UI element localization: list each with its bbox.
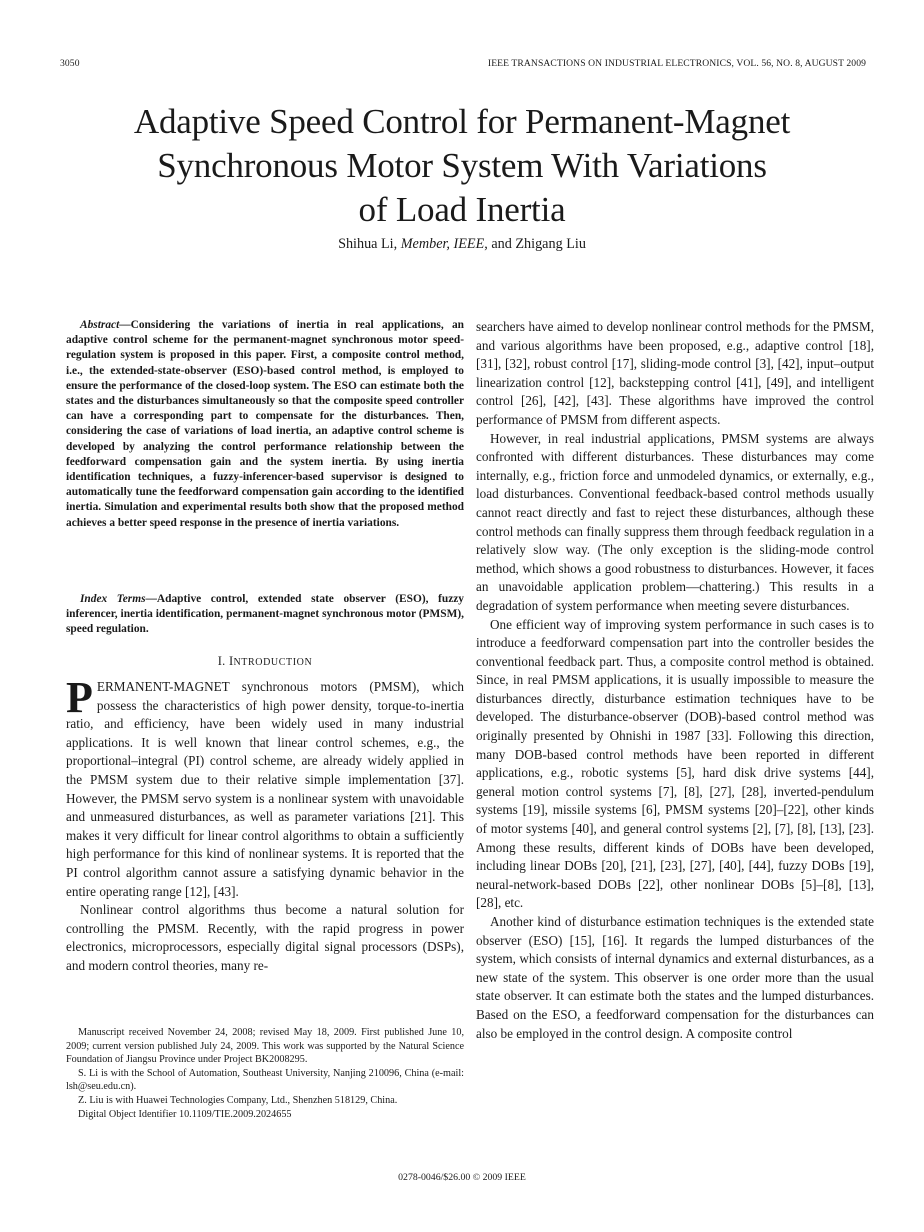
drop-cap: P <box>66 673 93 722</box>
author-list <box>0 236 924 253</box>
journal-citation: IEEE TRANSACTIONS ON INDUSTRIAL ELECTRONICS, VOL. 56, NO. 8, AUGUST 2009 <box>487 58 866 69</box>
running-header <box>60 58 866 72</box>
index-terms-label: Index Terms <box>80 593 146 605</box>
index-terms <box>66 592 464 638</box>
index-terms-text: —Adaptive control, extended state observer (ESO), fuzzy inferencer, inertia identification, permanent-magnet synchronous motor (PMSM), speed regulation. <box>66 593 464 636</box>
paragraph: Nonlinear control algorithms thus become a natural solution for controlling the PMSM. Recently, with the rapid progress in power electronics, microprocessors, especially digital signal processors (DSPs), and modern control theories, many re- <box>66 902 464 973</box>
section-heading-introduction: I. INTRODUCTION <box>217 654 313 668</box>
paragraph: searchers have aimed to develop nonlinear control methods for the PMSM, and various algorithms have been proposed, e.g., adaptive control [18], [31], [32], robust control [17], sliding-mode control [3], [42], input–output linearization control [12], backstepping control [41], [49], and intelligent control [26], [42], [43]. These algorithms have improved the control performance of PMSM from different aspects. <box>476 319 874 427</box>
author-name: , and Zhigang Liu <box>484 236 586 252</box>
title-line: Synchronous Motor System With Variations <box>157 146 767 185</box>
abstract-text: —Considering the variations of inertia in real applications, an adaptive control scheme for the permanent-magnet synchronous motor speed-regulation system is proposed in this paper. First, a composite control method, i.e., the extended-state-observer (ESO)-based control method, is employed to ensure the performance of the closed-loop system. The ESO can estimate both the states and the disturbances simultaneously so that the composite speed controller can have a corresponding part to compensate for the disturbances. Then, considering the case of variations of load inertia, an adaptive control scheme is developed by analyzing the control performance relationship between the feedforward compensation gain and the system inertia. By using inertia identification techniques, a fuzzy-inferencer-based supervisor is designed to automatically tune the feedforward compensation gain according to the identified inertia. Simulation and experimental results both show that the proposed method achieves a better speed response in the presence of inertia variations. <box>66 319 464 529</box>
paragraph: Another kind of disturbance estimation techniques is the extended state observer (ESO) [15], [16]. It regards the lumped disturbances of the system, which consists of internal dynamics and external disturbances, as a new state of the system. This observer is one order more than the usual state observer. It can estimate both the states and the lumped disturbances. Based on the ESO, a feedforward compensation for the disturbances can also be employed in the control design. A composite control <box>476 914 874 1041</box>
abstract <box>66 318 464 531</box>
author-affiliation: Member, IEEE <box>400 236 485 252</box>
right-column-body <box>476 318 874 1043</box>
introduction-body <box>66 673 464 976</box>
footnote-manuscript: Manuscript received November 24, 2008; revised May 18, 2009. First published June 10, 2009; current version published July 24, 2009. This work was supported by the Natural Science Foundation of Jiangsu Province under Project BK2008295. <box>66 1027 464 1066</box>
paper-title <box>0 100 924 232</box>
footnote-author-li: S. Li is with the School of Automation, Southeast University, Nanjing 210096, China (e-mail: lsh@seu.edu.cn). <box>66 1067 464 1093</box>
paragraph: However, in real industrial applications, PMSM systems are always confronted with different disturbances. These disturbances may come internally, e.g., friction force and unmodeled dynamics, or externally, e.g., load disturbances. Conventional feedback-based control methods usually cannot react directly and fast to reject these disturbances, although these control methods can finally suppress them through feedback regulation in a relatively slow way. (The only exception is the sliding-mode control method, which shows a good robustness to disturbances. However, it faces an unavoidable application problem—chattering.) This results in a degradation of system performance when meeting severe disturbances. <box>476 430 874 613</box>
footnote-author-liu: Z. Liu is with Huawei Technologies Company, Ltd., Shenzhen 518129, China. <box>78 1094 398 1106</box>
title-line: Adaptive Speed Control for Permanent-Magnet <box>133 102 791 141</box>
page-number: 3050 <box>60 58 80 69</box>
footnotes <box>66 1026 464 1121</box>
abstract-label: Abstract <box>80 319 120 331</box>
author-name: Shihua Li, <box>338 236 401 252</box>
footnote-doi: Digital Object Identifier 10.1109/TIE.2009.2024655 <box>78 1108 292 1120</box>
copyright-footer: 0278-0046/$26.00 © 2009 IEEE <box>398 1172 526 1183</box>
title-line: of Load Inertia <box>358 190 566 229</box>
paragraph: One efficient way of improving system performance in such cases is to introduce a feedforward compensation part into the controller besides the conventional feedback part. Thus, a composite control method is obtained. Since, in real PMSM applications, it is usually impossible to measure the disturbances directly, disturbance estimation techniques have to be developed. The disturbance-observer (DOB)-based control method was originally presented by Ohnishi in 1987 [33]. Following this direction, many DOB-based control methods have been reported in different applications, e.g., robotic systems [5], hard disk drive systems [44], general motion control systems [7], [8], [27], [28], inverted-pendulum systems [19], missile systems [6], PMSM systems [20]–[22], other kinds of motor systems [40], and general control systems [2], [7], [8], [13], [23]. Among these results, different kinds of DOBs have been developed, including linear DOBs [20], [21], [23], [27], [40], [44], fuzzy DOBs [19], neural-network-based DOBs [22], other nonlinear DOBs [5]–[8], [13], [28], etc. <box>476 616 874 911</box>
paragraph: PERMANENT-MAGNET synchronous motors (PMSM), which possess the characteristics of high power density, torque-to-inertia ratio, and efficiency, have been widely used in many industrial applications. It is well known that linear control schemes, e.g., the proportional–integral (PI) control scheme, are already widely applied in the PMSM system due to their relative simple implementation [37]. However, the PMSM servo system is a nonlinear system with unavoidable and unmeasured disturbances, as well as parameter variations [21]. This makes it very difficult for linear control algorithms to obtain a sufficiently high performance for this kind of nonlinear systems. It is reported that the PI control algorithm cannot assure a satisfying dynamic behavior in the entire operating range [12], [43]. <box>66 673 464 899</box>
